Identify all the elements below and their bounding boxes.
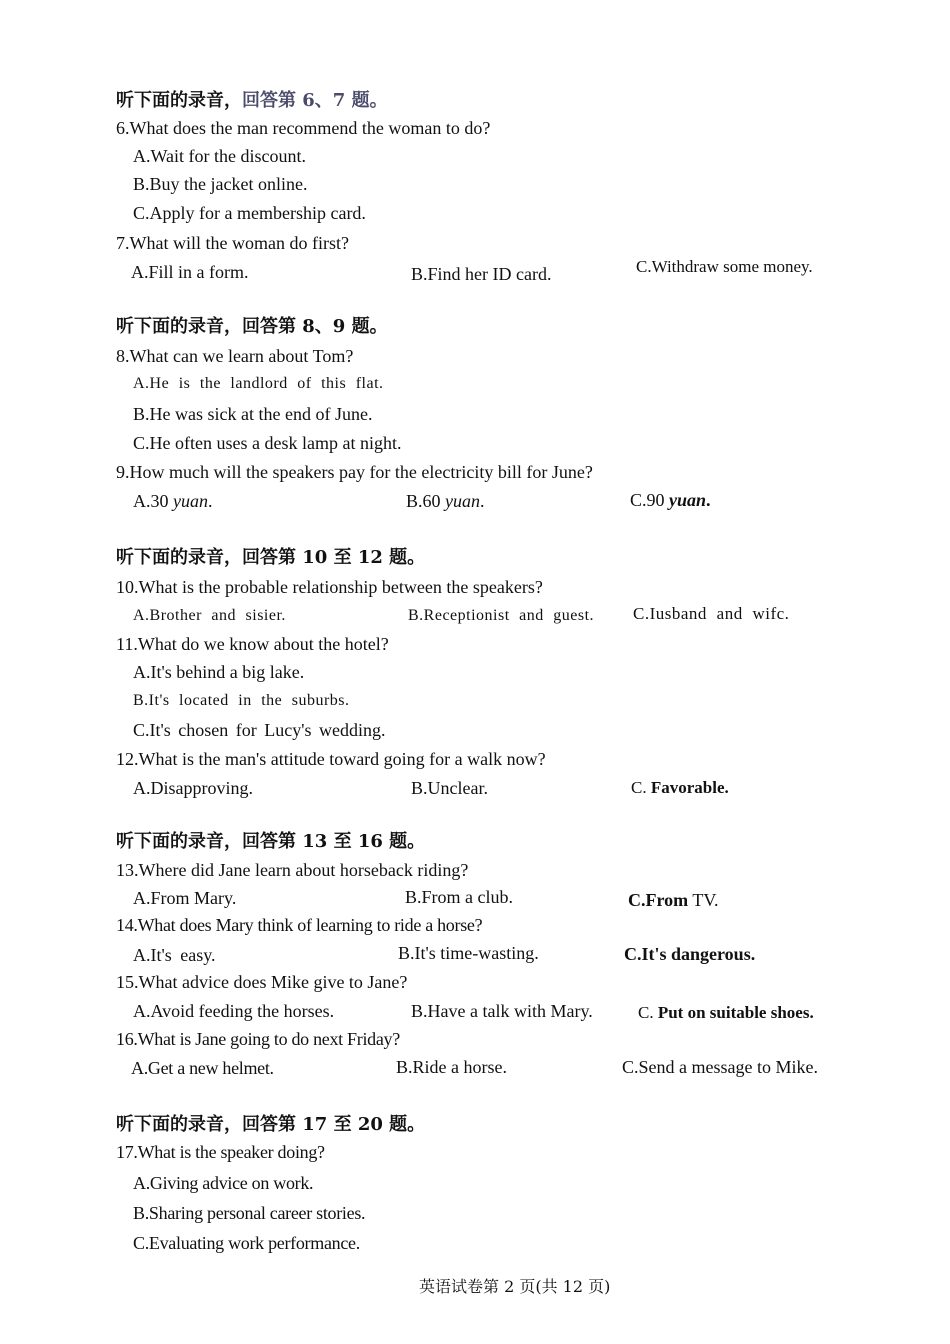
option-8a: A.He is the landlord of this flat. bbox=[133, 375, 384, 392]
option-12b: B.Unclear. bbox=[411, 778, 488, 798]
option-8c: C.He often uses a desk lamp at night. bbox=[133, 433, 402, 453]
question-12: 12.What is the man's attitude toward going for a walk now? bbox=[116, 749, 546, 769]
option-7b: B.Find her ID card. bbox=[411, 264, 552, 284]
option-11b: B.It's located in the suburbs. bbox=[133, 692, 350, 709]
option-12a: A.Disapproving. bbox=[133, 778, 253, 798]
option-11c: C.It's chosen for Lucy's wedding. bbox=[133, 720, 386, 740]
option-7a: A.Fill in a form. bbox=[131, 262, 249, 282]
question-15: 15.What advice does Mike give to Jane? bbox=[116, 972, 408, 992]
option-12c: C. Favorable. bbox=[631, 778, 729, 797]
section-heading-10-12: 听下面的录音，回答第 10 至 12 题。 bbox=[116, 547, 426, 568]
option-7c: C.Withdraw some money. bbox=[636, 257, 813, 276]
section-heading-6-7: 听下面的录音，回答第 6、7 题。 bbox=[116, 90, 388, 111]
option-15b: B.Have a talk with Mary. bbox=[411, 1001, 593, 1021]
option-15a: A.Avoid feeding the horses. bbox=[133, 1001, 335, 1021]
section-heading-8-9: 听下面的录音，回答第 8、9 题。 bbox=[116, 316, 388, 337]
option-6a: A.Wait for the discount. bbox=[133, 146, 307, 166]
question-8: 8.What can we learn about Tom? bbox=[116, 346, 354, 366]
option-17b: B.Sharing personal career stories. bbox=[133, 1203, 366, 1223]
question-17: 17.What is the speaker doing? bbox=[116, 1142, 325, 1162]
question-6: 6.What does the man recommend the woman to do? bbox=[116, 118, 491, 138]
option-9a: A.30 yuan. bbox=[133, 491, 213, 511]
option-15c: C. Put on suitable shoes. bbox=[638, 1003, 814, 1022]
option-16c: C.Send a message to Mike. bbox=[622, 1057, 818, 1077]
question-7: 7.What will the woman do first? bbox=[116, 233, 349, 253]
option-17a: A.Giving advice on work. bbox=[133, 1173, 314, 1193]
question-9: 9.How much will the speakers pay for the electricity bill for June? bbox=[116, 462, 593, 482]
question-16: 16.What is Jane going to do next Friday? bbox=[116, 1029, 400, 1049]
option-14a: A.It's easy. bbox=[133, 945, 216, 965]
section-heading-17-20: 听下面的录音，回答第 17 至 20 题。 bbox=[116, 1114, 426, 1135]
question-11: 11.What do we know about the hotel? bbox=[116, 634, 389, 654]
option-11a: A.It's behind a big lake. bbox=[133, 662, 305, 682]
option-16b: B.Ride a horse. bbox=[396, 1057, 507, 1077]
option-14b: B.It's time-wasting. bbox=[398, 943, 539, 963]
option-10a: A.Brother and sisier. bbox=[133, 607, 286, 624]
option-6b: B.Buy the jacket online. bbox=[133, 174, 308, 194]
option-10c: C.Iusband and wifc. bbox=[633, 604, 790, 623]
option-13a: A.From Mary. bbox=[133, 888, 237, 908]
option-17c: C.Evaluating work performance. bbox=[133, 1233, 360, 1253]
option-9c: C.90 yuan. bbox=[630, 490, 711, 510]
option-13c: C.From TV. bbox=[628, 890, 719, 910]
question-10: 10.What is the probable relationship between the speakers? bbox=[116, 577, 543, 597]
page-footer: 英语试卷第 2 页(共 12 页) bbox=[419, 1277, 611, 1296]
option-13b: B.From a club. bbox=[405, 887, 513, 907]
option-14c: C.It's dangerous. bbox=[624, 944, 756, 964]
question-14: 14.What does Mary think of learning to ride a horse? bbox=[116, 915, 483, 935]
option-6c: C.Apply for a membership card. bbox=[133, 203, 366, 223]
option-16a: A.Get a new helmet. bbox=[131, 1058, 274, 1078]
section-heading-13-16: 听下面的录音，回答第 13 至 16 题。 bbox=[116, 831, 426, 852]
option-8b: B.He was sick at the end of June. bbox=[133, 404, 373, 424]
option-10b: B.Receptionist and guest. bbox=[408, 607, 595, 624]
question-13: 13.Where did Jane learn about horseback riding? bbox=[116, 860, 469, 880]
option-9b: B.60 yuan. bbox=[406, 491, 485, 511]
